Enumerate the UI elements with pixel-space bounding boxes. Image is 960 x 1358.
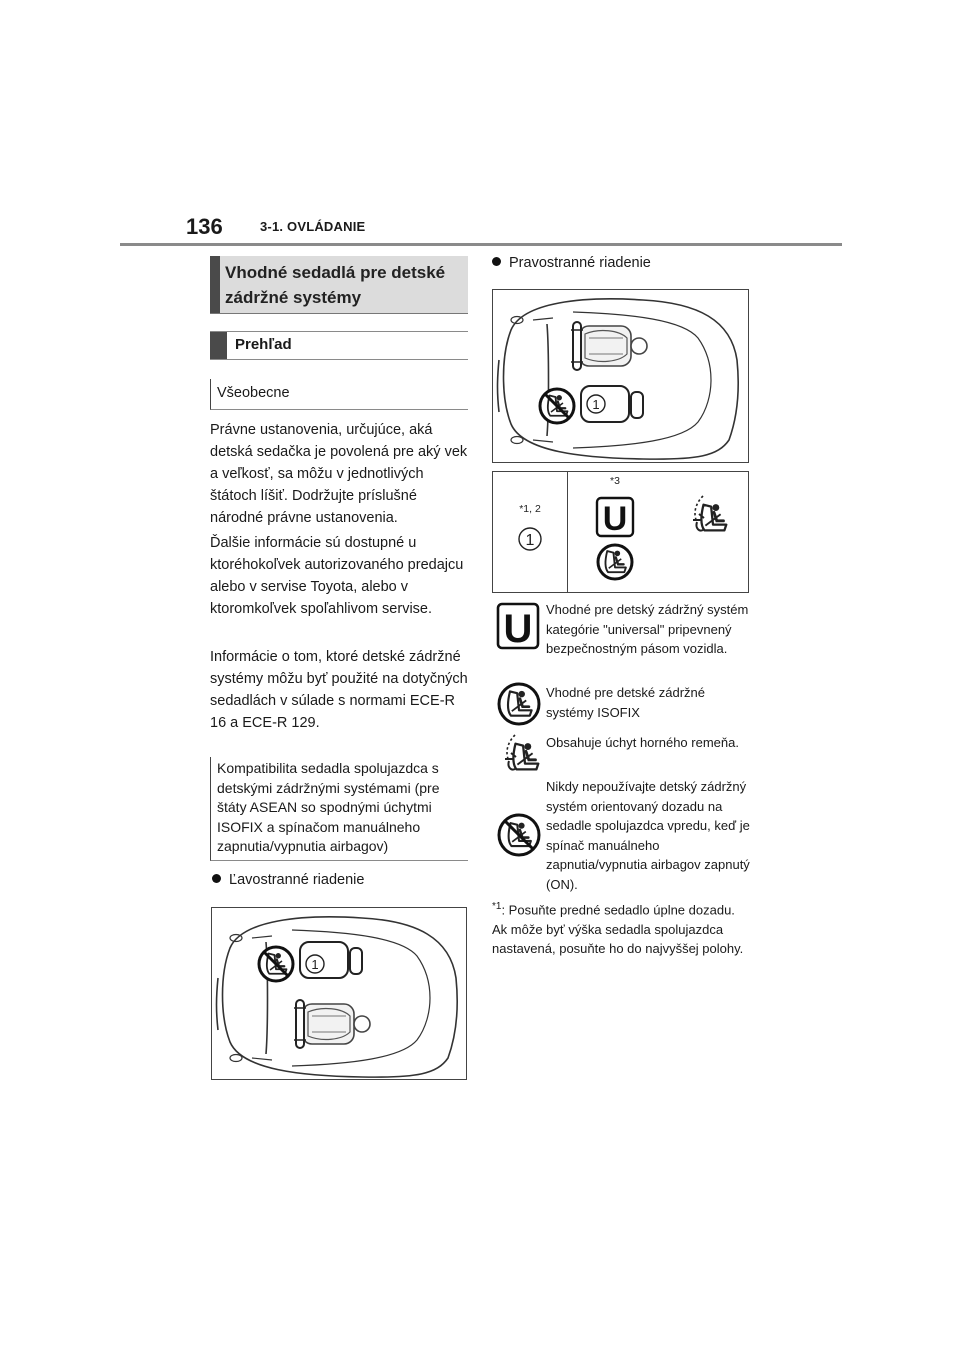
bullet-dot xyxy=(492,257,501,266)
table-seat-badge xyxy=(519,528,541,550)
isofix-seat-icon xyxy=(598,545,632,579)
seat-number-badge xyxy=(587,395,605,413)
main-heading-text: Vhodné sedadlá pre detské zádržné systémy xyxy=(225,263,446,307)
sub-heading-bar xyxy=(210,332,227,359)
legend-universal-u-icon xyxy=(496,602,542,652)
legend-top-tether-icon xyxy=(496,733,542,773)
col2-header: *3 xyxy=(610,475,620,487)
seat-number: 1 xyxy=(592,397,600,412)
table-seat-number: 1 xyxy=(525,532,535,549)
compat-table-svg xyxy=(493,472,748,592)
legend-tether-text: Obsahuje úchyt horného remeňa. xyxy=(546,735,739,750)
general-label: Všeobecne xyxy=(210,379,468,410)
legend-isofix-seat-icon xyxy=(496,681,542,727)
bullet-lhd-text: Ľavostranné riadenie xyxy=(229,872,365,888)
legend-universal-text: Vhodné pre detský zádržný systém kategórie "universal" pripevnený bezpečnostným pásom vozidla. xyxy=(546,602,749,656)
rhd-car-svg xyxy=(493,290,748,462)
legend-isofix-text: Vhodné pre detské zádržné systémy ISOFIX xyxy=(546,685,705,720)
universal-letter: U xyxy=(602,500,628,538)
paragraph-3: Informácie o tom, ktoré detské zádržné systémy môžu byť použité na dotyčných sedadlách v súlade s normami ECE-R 16 a ECE-R 129. xyxy=(210,649,468,731)
bullet-dot xyxy=(212,874,221,883)
footnote xyxy=(492,897,752,959)
lhd-car-svg xyxy=(212,908,466,1079)
bullet-rhd xyxy=(492,255,651,271)
compat-heading: Kompatibilita sedadla spolujazdca s detskými zádržnými systémami (pre štáty ASEAN so spodnými úchytmi ISOFIX a spínačom manuálneho zapnutia/vypnutia airbagov) xyxy=(210,757,468,861)
lhd-child-seat-top xyxy=(294,1000,370,1048)
col1-header: *1, 2 xyxy=(519,503,541,515)
sub-heading xyxy=(210,331,468,360)
rhd-child-seat-top xyxy=(571,322,647,370)
rhd-car-diagram xyxy=(492,289,749,463)
prohibit-icon xyxy=(540,389,574,423)
legend-no-rear-facing-icon xyxy=(496,812,542,858)
page-number: 136 xyxy=(186,214,223,239)
footnote-marker: *1 xyxy=(492,901,502,912)
seat-number: 1 xyxy=(311,957,319,972)
section-title: 3-1. OVLÁDANIE xyxy=(260,219,366,234)
header-rule xyxy=(120,243,842,246)
legend-no-rear-facing-text: Nikdy nepoužívajte detský zádržný systém orientovaný dozadu na sedadle spolujazdca vpredu, keď je spínač manuálneho zapnutia/vypnutia airbagov zapnutý (ON). xyxy=(546,779,750,892)
paragraph-1: Právne ustanovenia, určujúce, aká detská sedačka je povolená pre aký vek a veľkosť, sa môžu v jednotlivých štátoch líšiť. Dodržujte príslušné národné právne ustanovenia. xyxy=(210,422,468,526)
top-tether-icon xyxy=(693,496,726,531)
paragraph-2: Ďalšie informácie sú dostupné u ktoréhokoľvek autorizovaného predajcu alebo v servise Toyota, alebo v ktoromkoľvek spoľahlivom servise. xyxy=(210,535,464,617)
svg-text:U: U xyxy=(503,607,533,651)
bullet-rhd-text: Pravostranné riadenie xyxy=(509,255,651,271)
seat-number-badge xyxy=(306,955,324,973)
lhd-car-diagram xyxy=(211,907,467,1080)
prohibit-icon xyxy=(259,947,293,981)
main-heading xyxy=(210,256,468,314)
compat-table xyxy=(492,471,749,593)
sub-heading-text: Prehľad xyxy=(235,336,292,353)
footnote-text: : Posuňte predné sedadlo úplne dozadu. Ak môže byť výška sedadla spolujazdca nastavená, posuňte ho do najvyššej polohy. xyxy=(492,902,744,957)
bullet-lhd xyxy=(212,872,364,888)
universal-u-icon xyxy=(597,498,633,538)
heading-bar xyxy=(210,256,220,313)
